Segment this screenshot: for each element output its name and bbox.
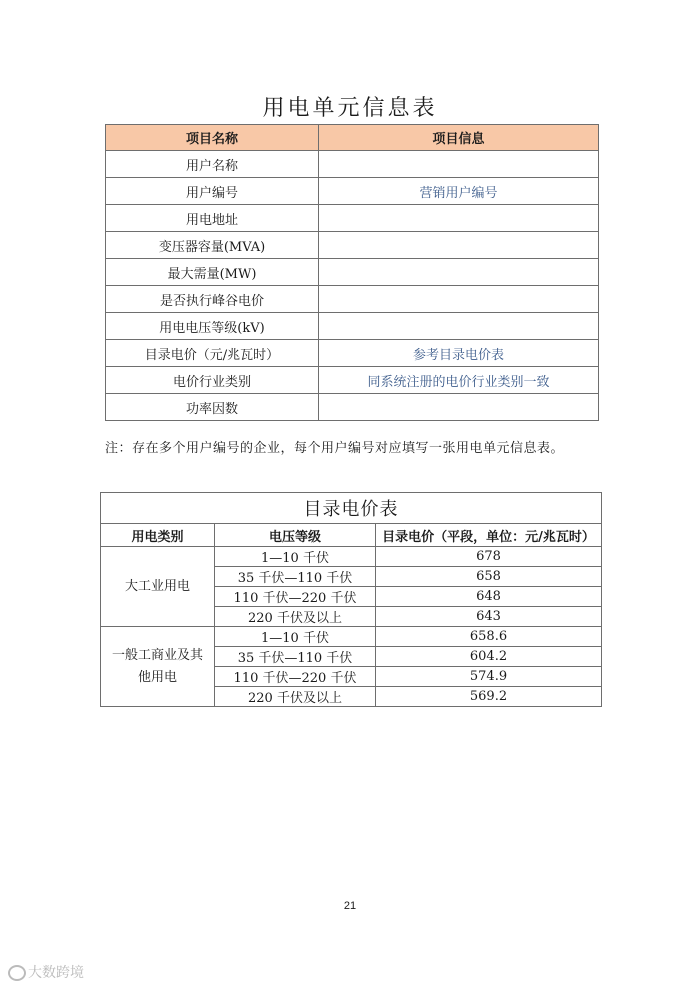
table-row bbox=[106, 178, 599, 205]
row-info[interactable]: 同系统注册的电价行业类别一致 bbox=[319, 367, 599, 394]
table-row bbox=[106, 151, 599, 178]
row-info[interactable]: 参考目录电价表 bbox=[319, 340, 599, 367]
header-voltage: 电压等级 bbox=[215, 524, 376, 547]
row-name: 用电地址 bbox=[106, 205, 319, 232]
row-name: 电价行业类别 bbox=[106, 367, 319, 394]
watermark-logo-icon bbox=[8, 965, 26, 981]
row-name: 用户名称 bbox=[106, 151, 319, 178]
row-info[interactable] bbox=[319, 286, 599, 313]
table-row bbox=[106, 367, 599, 394]
price-cell: 658.6 bbox=[376, 627, 602, 647]
price-cell: 569.2 bbox=[376, 687, 602, 707]
watermark bbox=[8, 962, 84, 982]
price-cell: 643 bbox=[376, 607, 602, 627]
row-info[interactable] bbox=[319, 151, 599, 178]
row-name: 用电电压等级(kV) bbox=[106, 313, 319, 340]
row-name: 最大需量(MW) bbox=[106, 259, 319, 286]
row-name: 是否执行峰谷电价 bbox=[106, 286, 319, 313]
row-name: 目录电价（元/兆瓦时） bbox=[106, 340, 319, 367]
voltage-cell: 110 千伏—220 千伏 bbox=[215, 587, 376, 607]
voltage-cell: 35 千伏—110 千伏 bbox=[215, 647, 376, 667]
watermark-text: 大数跨境 bbox=[28, 965, 84, 981]
table-row bbox=[101, 547, 602, 567]
header-item-name: 项目名称 bbox=[106, 125, 319, 151]
row-name: 功率因数 bbox=[106, 394, 319, 421]
table-row bbox=[101, 627, 602, 647]
row-name: 变压器容量(MVA) bbox=[106, 232, 319, 259]
voltage-cell: 1—10 千伏 bbox=[215, 627, 376, 647]
category-cell: 一般工商业及其他用电 bbox=[101, 627, 215, 707]
header-price: 目录电价（平段，单位：元/兆瓦时） bbox=[376, 524, 602, 547]
price-cell: 648 bbox=[376, 587, 602, 607]
unit-info-table bbox=[105, 124, 599, 421]
row-name: 用户编号 bbox=[106, 178, 319, 205]
table-row bbox=[106, 313, 599, 340]
row-info[interactable] bbox=[319, 394, 599, 421]
row-info[interactable]: 营销用户编号 bbox=[319, 178, 599, 205]
row-info[interactable] bbox=[319, 232, 599, 259]
price-table-header-row bbox=[101, 524, 602, 547]
voltage-cell: 110 千伏—220 千伏 bbox=[215, 667, 376, 687]
row-info[interactable] bbox=[319, 259, 599, 286]
price-table-title-row bbox=[101, 493, 602, 524]
table-row bbox=[106, 232, 599, 259]
table-row bbox=[106, 205, 599, 232]
voltage-cell: 220 千伏及以上 bbox=[215, 687, 376, 707]
table-row bbox=[106, 340, 599, 367]
voltage-cell: 35 千伏—110 千伏 bbox=[215, 567, 376, 587]
price-cell: 678 bbox=[376, 547, 602, 567]
price-table-title: 目录电价表 bbox=[101, 493, 602, 524]
voltage-cell: 220 千伏及以上 bbox=[215, 607, 376, 627]
price-cell: 658 bbox=[376, 567, 602, 587]
header-category: 用电类别 bbox=[101, 524, 215, 547]
row-info[interactable] bbox=[319, 205, 599, 232]
voltage-cell: 1—10 千伏 bbox=[215, 547, 376, 567]
category-cell: 大工业用电 bbox=[101, 547, 215, 627]
header-item-info: 项目信息 bbox=[319, 125, 599, 151]
table-row bbox=[106, 286, 599, 313]
price-cell: 604.2 bbox=[376, 647, 602, 667]
table-note: 注：存在多个用户编号的企业，每个用户编号对应填写一张用电单元信息表。 bbox=[105, 441, 565, 456]
table-header-row bbox=[106, 125, 599, 151]
catalog-price-table bbox=[100, 492, 602, 707]
table-row bbox=[106, 259, 599, 286]
price-cell: 574.9 bbox=[376, 667, 602, 687]
page-title: 用电单元信息表 bbox=[262, 96, 438, 121]
row-info[interactable] bbox=[319, 313, 599, 340]
page-number: 21 bbox=[343, 900, 357, 912]
table-row bbox=[106, 394, 599, 421]
